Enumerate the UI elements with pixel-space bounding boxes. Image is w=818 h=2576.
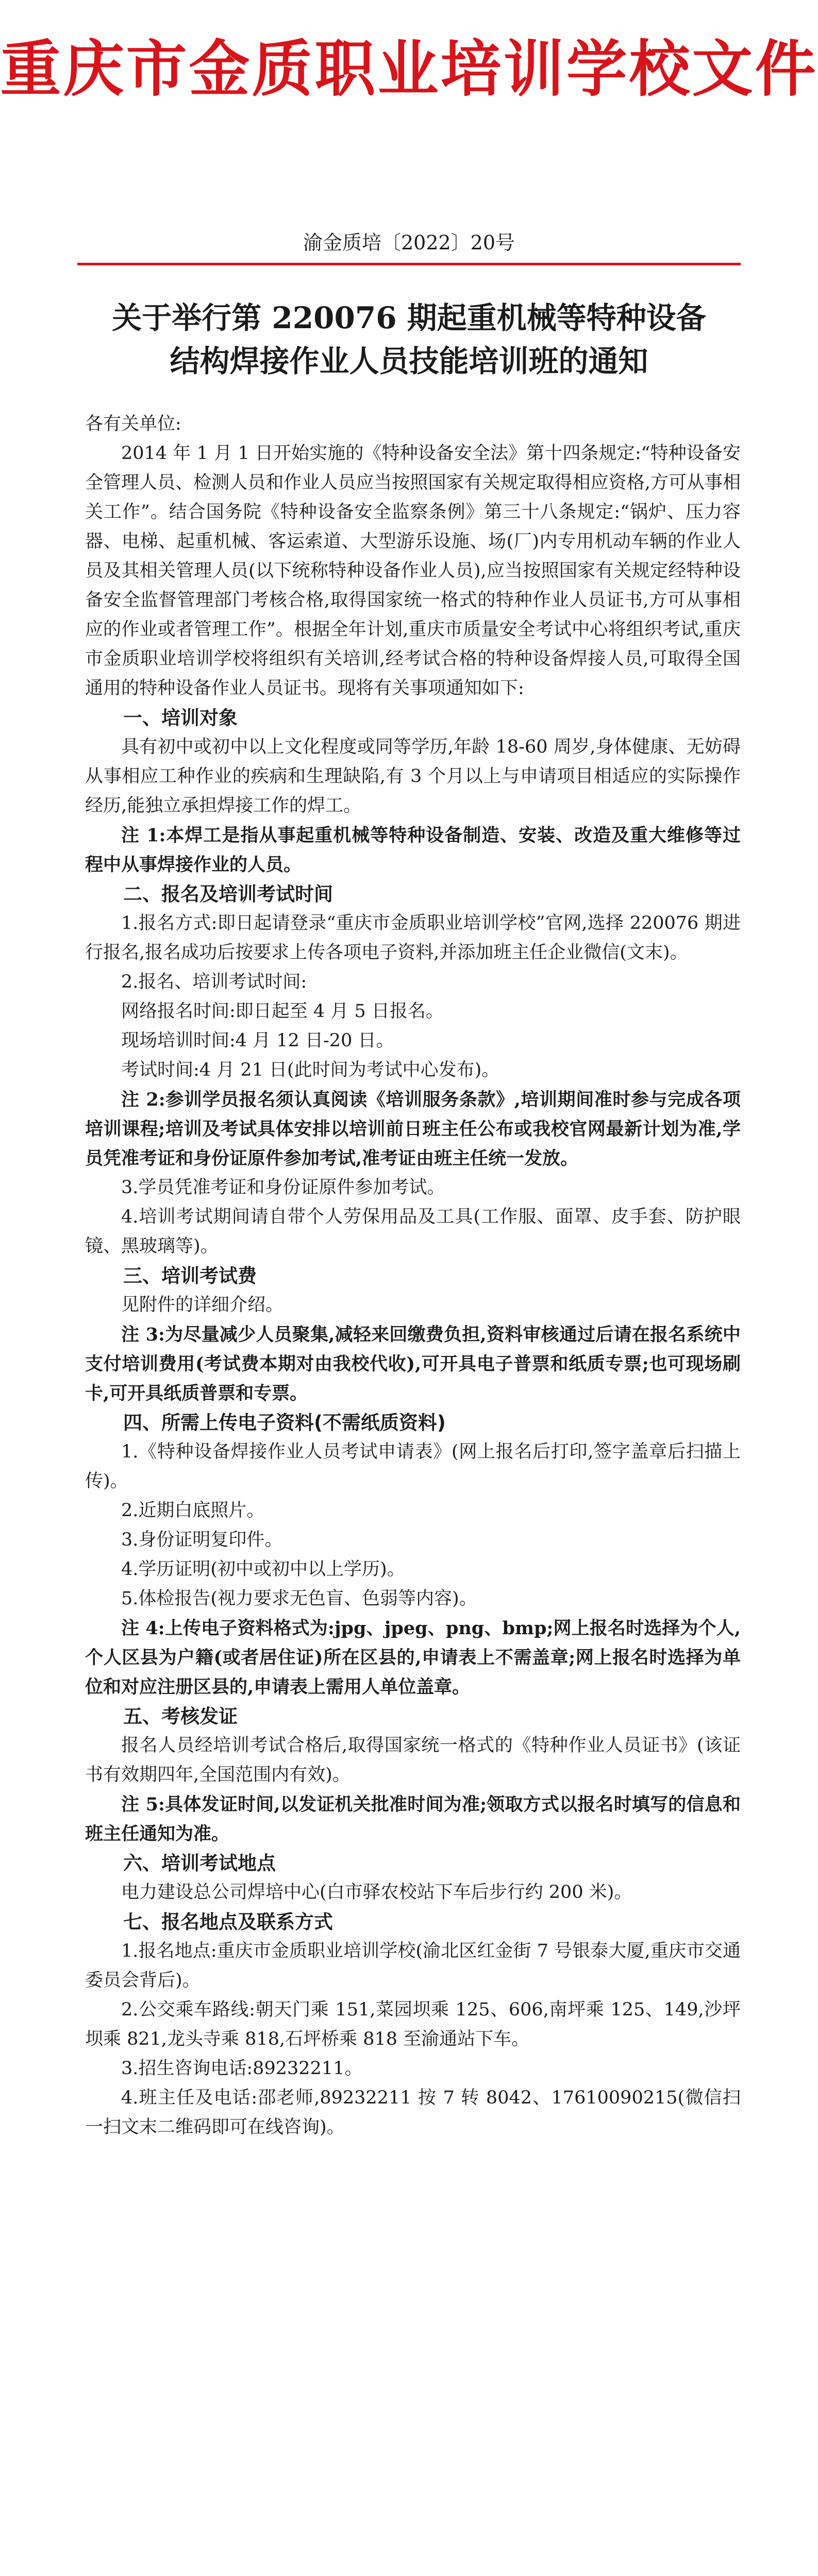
section-5-note: 注 5:具体发证时间,以发证机关批准时间为准;领取方式以报名时填写的信息和班主任通知为准。 — [85, 1794, 741, 1844]
section-6-para-1: 电力建设总公司焊培中心(白市驿农校站下车后步行约 200 米)。 — [121, 1882, 632, 1903]
section-heading-3: 三、培训考试费 — [123, 1265, 257, 1287]
section-7-para-1: 1.报名地点:重庆市金质职业培训学校(渝北区红金街 7 号银泰大厦,重庆市交通委员会背后)。 — [85, 1941, 741, 1991]
section-4-para-2: 2.近期白底照片。 — [121, 1500, 265, 1521]
intro-paragraph: 2014 年 1 月 1 日开始实施的《特种设备安全法》第十四条规定:“特种设备安全管理人员、检测人员和作业人员应当按照国家有关规定取得相应资格,方可从事相关工作”。结合国务院《特种设备安全监察条例》第三十八条规定:“锅炉、压力容器、电梯、起重机械、客运索道、大型游乐设施、场(厂)内专用机动车辆的作业人员及其相关管理人员(以下统称特种设备作业人员),应当按照国家有关规定经特种设备安全监督管理部门考核合格,取得国家统一格式的特种作业人员证书,方可从事相应的作业或者管理工作”。根据全年计划,重庆市质量安全考试中心将组织考试,重庆市金质职业培训学校将组织有关培训,经考试合格的特种设备焊接人员,可取得全国通用的特种设备作业人员证书。现将有关事项通知如下: — [85, 443, 741, 699]
section-1-para-1: 具有初中或初中以上文化程度或同等学历,年龄 18-60 周岁,身体健康、无妨碍从事相应工种作业的疾病和生理缺陷,有 3 个月以上与申请项目相适应的实际操作经历,能独立承担焊接工作的焊工。 — [85, 737, 741, 816]
notice-title-line-1: 关于举行第 220076 期起重机械等特种设备 — [112, 300, 706, 335]
section-heading-2: 二、报名及培训考试时间 — [123, 883, 333, 905]
section-2-para-3: 网络报名时间:即日起至 4 月 5 日报名。 — [121, 1001, 444, 1022]
section-heading-1: 一、培训对象 — [123, 707, 238, 729]
section-7-para-3: 3.招生咨询电话:89232211。 — [121, 2058, 363, 2079]
section-4-para-4: 4.学历证明(初中或初中以上学历)。 — [121, 1559, 405, 1580]
section-4-para-5: 5.体检报告(视力要求无色盲、色弱等内容)。 — [121, 1588, 477, 1609]
org-header-title: 重庆市金质职业培训学校文件 — [0, 33, 818, 105]
notice-title — [52, 296, 766, 383]
section-3-note: 注 3:为尽量减少人员聚集,减轻来回缴费负担,资料审核通过后请在报名系统中支付培训费用(考试费本期对由我校代收),可开具电子普票和纸质专票;也可现场刷卡,可开具纸质普票和专票。 — [85, 1324, 741, 1404]
section-2-note: 注 2:参训学员报名须认真阅读《培训服务条款》,培训期间准时参与完成各项培训课程;培训及考试具体安排以培训前日班主任公布或我校官网最新计划为准,学员凭准考证和身份证原件参加考试,准考证由班主任统一发放。 — [85, 1089, 741, 1169]
section-5-para-1: 报名人员经培训考试合格后,取得国家统一格式的《特种作业人员证书》(该证书有效期四年,全国范围内有效)。 — [85, 1735, 741, 1785]
salutation: 各有关单位: — [85, 414, 181, 434]
section-3-para-1: 见附件的详细介绍。 — [121, 1295, 284, 1315]
section-heading-7: 七、报名地点及联系方式 — [123, 1911, 333, 1933]
section-7-para-4: 4.班主任及电话:邵老师,89232211 按 7 转 8042、17610090215(微信扫一扫文末二维码即可在线咨询)。 — [85, 2088, 741, 2138]
section-4-note: 注 4:上传电子资料格式为:jpg、jpeg、png、bmp;网上报名时选择为个人,个人区县为户籍(或者居住证)所在区县的,申请表上不需盖章;网上报名时选择为单位和对应注册区县的,申请表上需用人单位盖章。 — [85, 1618, 741, 1698]
section-heading-4: 四、所需上传电子资料(不需纸质资料) — [123, 1412, 446, 1434]
section-heading-6: 六、培训考试地点 — [123, 1852, 276, 1874]
section-4-para-1: 1.《特种设备焊接作业人员考试申请表》(网上报名后打印,签字盖章后扫描上传)。 — [85, 1442, 741, 1492]
section-heading-5: 五、考核发证 — [123, 1705, 238, 1727]
section-1-note: 注 1:本焊工是指从事起重机械等特种设备制造、安装、改造及重大维修等过程中从事焊接作业的人员。 — [85, 825, 741, 875]
section-2-para-1: 1.报名方式:即日起请登录“重庆市金质职业培训学校”官网,选择 220076 期进行报名,报名成功后按要求上传各项电子资料,并添加班主任企业微信(文末)。 — [85, 913, 741, 963]
red-divider — [77, 263, 741, 265]
section-2-para-4: 现场培训时间:4 月 12 日-20 日。 — [121, 1030, 394, 1051]
section-7-para-2: 2.公交乘车路线:朝天门乘 151,菜园坝乘 125、606,南坪乘 125、149,沙坪坝乘 821,龙头寺乘 818,石坪桥乘 818 至渝通站下车。 — [85, 1999, 741, 2049]
document-number: 渝金质培〔2022〕20号 — [303, 231, 515, 254]
section-2-para-2: 2.报名、培训考试时间: — [121, 972, 307, 992]
notice-title-line-2: 结构焊接作业人员技能培训班的通知 — [170, 344, 648, 379]
section-2-para-7: 3.学员凭准考证和身份证原件参加考试。 — [121, 1177, 445, 1198]
section-2-para-5: 考试时间:4 月 21 日(此时间为考试中心发布)。 — [121, 1060, 500, 1080]
section-4-para-3: 3.身份证明复印件。 — [121, 1530, 283, 1550]
section-2-para-8: 4.培训考试期间请自带个人劳保用品及工具(工作服、面罩、皮手套、防护眼镜、黑玻璃等)。 — [85, 1207, 741, 1257]
notice-body — [85, 410, 741, 2142]
